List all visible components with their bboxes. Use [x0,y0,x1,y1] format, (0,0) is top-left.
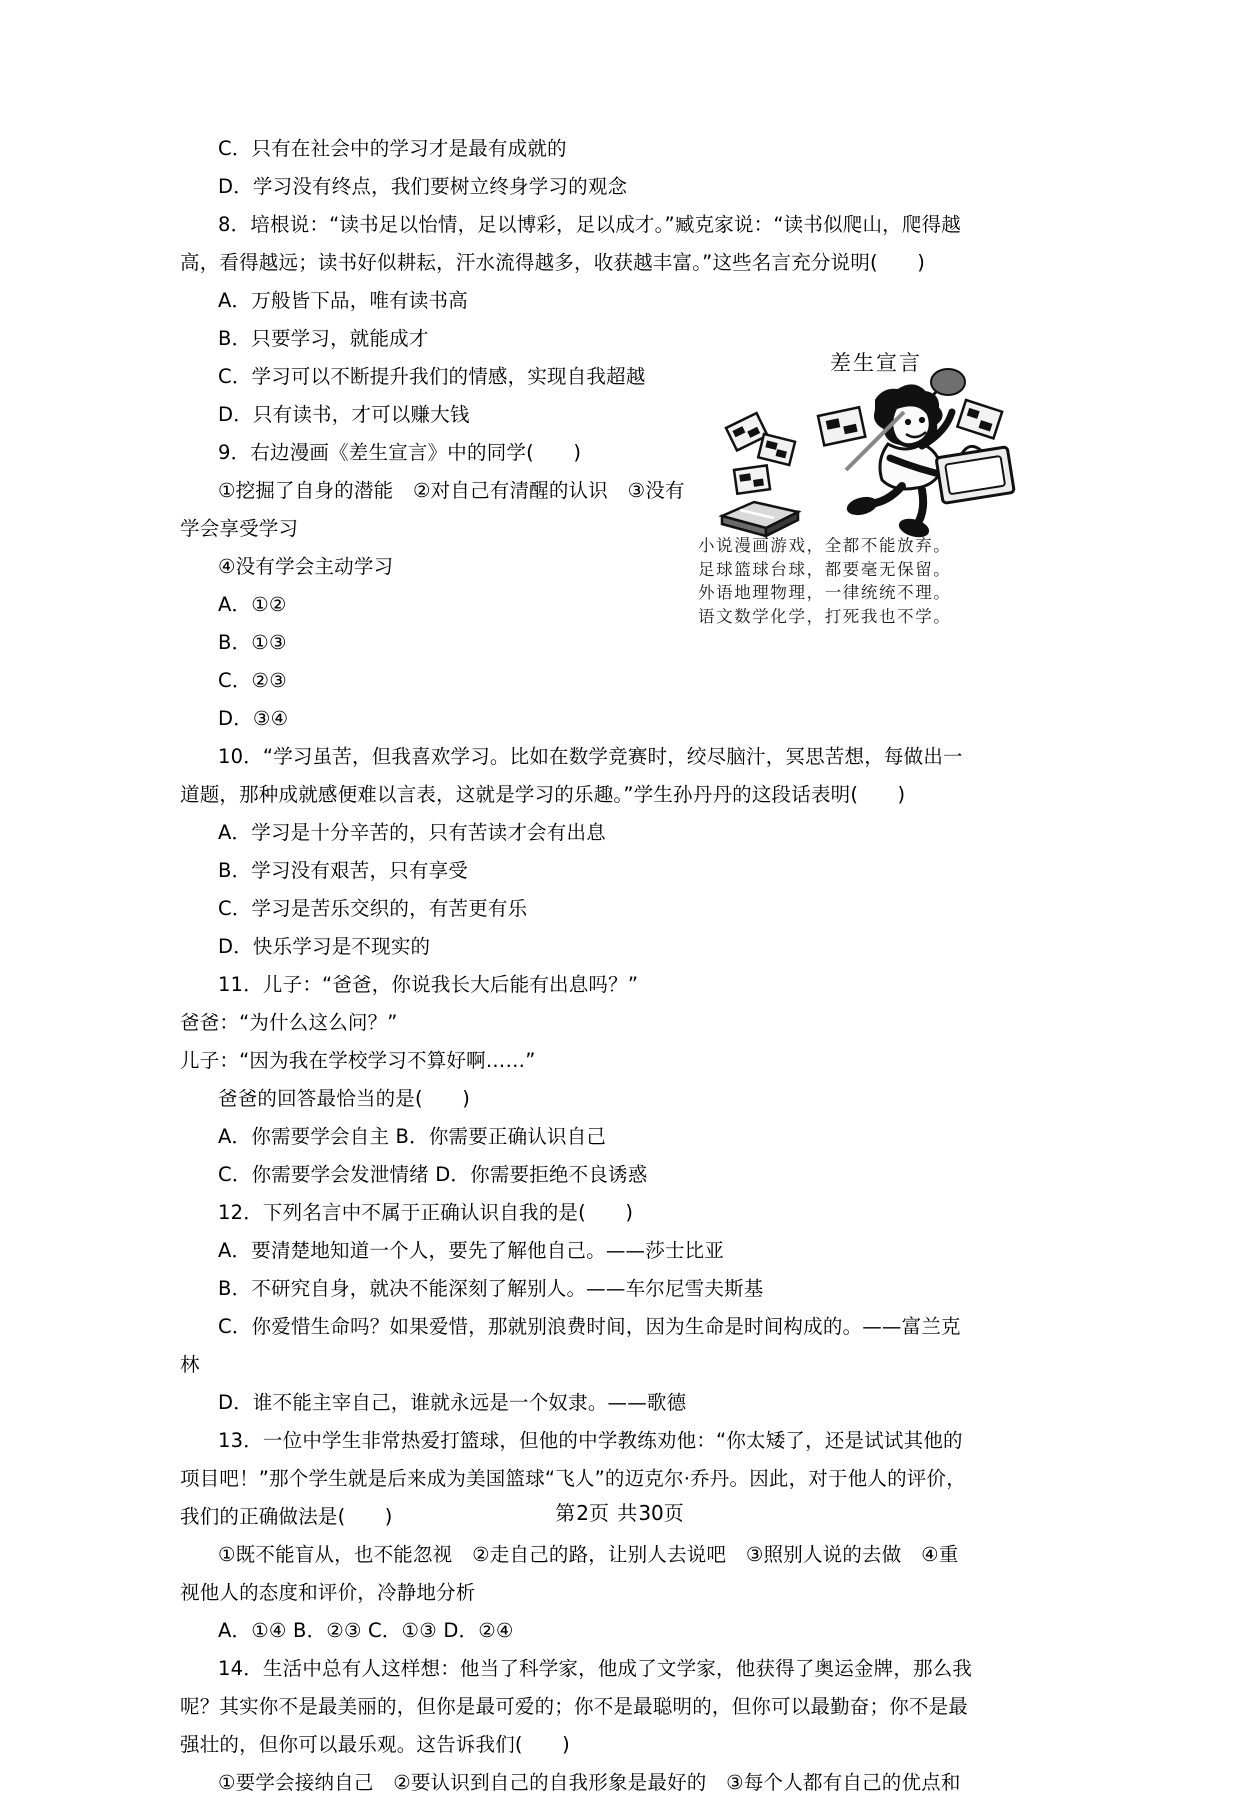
option-line: C．②③ [218,669,287,692]
question-stem: 12．下列名言中不属于正确认识自我的是( ) [218,1201,634,1224]
option-line: C．你需要学会发泄情绪 D．你需要拒绝不良诱惑 [218,1163,648,1186]
cartoon-caption-line: 小说漫画游戏，全都不能放弃。 [698,536,952,555]
option-line: D．只有读书，才可以赚大钱 [218,403,470,426]
option-line: C．学习是苦乐交织的，有苦更有乐 [218,897,528,920]
option-line: C．只有在社会中的学习才是最有成就的 [218,137,567,160]
option-line: A．①④ B．②③ C．①③ D．②④ [218,1619,514,1642]
question-stem: 高，看得越远；读书好似耕耘，汗水流得越多，收获越丰富。”这些名言充分说明( ) [180,251,926,274]
question-stem: 我们的正确做法是( ) [180,1505,393,1528]
question-stem: 儿子：“因为我在学校学习不算好啊……” [180,1049,536,1072]
question-stem: 呢？其实你不是最美丽的，但你是最可爱的；你不是最聪明的，但你可以最勤奋；你不是最 [180,1695,969,1718]
cartoon-illustration [690,380,1042,530]
cartoon-caption-line: 足球篮球台球，都要毫无保留。 [698,559,952,579]
cartoon-caption [690,534,1042,628]
option-line: A．你需要学会自主 B．你需要正确认识自己 [218,1125,607,1148]
question-stem: 11．儿子：“爸爸，你说我长大后能有出息吗？” [218,973,639,996]
option-line: B．只要学习，就能成才 [218,327,429,350]
question-stem: 道题，那种成就感便难以言表，这就是学习的乐趣。”学生孙丹丹的这段话表明( ) [180,783,906,806]
question-stem: 9．右边漫画《差生宣言》中的同学( ) [218,441,582,464]
option-line: C．你爱惜生命吗？如果爱惜，那就别浪费时间，因为生命是时间构成的。——富兰克 [218,1315,961,1338]
statement-line: ①要学会接纳自己 ②要认识到自己的自我形象是最好的 ③每个人都有自己的优点和 [218,1771,961,1794]
footer-total-pages: 30 [638,1501,664,1525]
option-line: B．不研究自身，就决不能深刻了解别人。——车尔尼雪夫斯基 [218,1277,764,1300]
cartoon-caption-line: 语文数学化学，打死我也不学。 [698,606,952,626]
option-line: B．①③ [218,631,287,654]
statement-line: ①挖掘了自身的潜能 ②对自己有清醒的认识 ③没有 [218,479,685,502]
statement-line: ④没有学会主动学习 [218,555,394,578]
question-stem: 项目吧！”那个学生就是后来成为美国篮球“飞人”的迈克尔·乔丹。因此，对于他人的评价， [180,1467,966,1490]
footer-suffix: 页 [663,1501,685,1525]
option-line: D．快乐学习是不现实的 [218,935,431,958]
question-stem: 14．生活中总有人这样想：他当了科学家，他成了文学家，他获得了奥运金牌，那么我 [218,1657,973,1680]
question-stem: 爸爸的回答最恰当的是( ) [218,1087,471,1110]
question-stem: 8．培根说：“读书足以怡情，足以博彩，足以成才。”臧克家说：“读书似爬山，爬得越 [218,213,961,236]
option-line: A．①② [218,593,287,616]
footer-prefix: 第 [555,1501,577,1525]
page-footer [0,1497,1240,1526]
option-line: C．学习可以不断提升我们的情感，实现自我超越 [218,365,646,388]
option-line: D．学习没有终点，我们要树立终身学习的观念 [218,175,628,198]
option-line: 林 [180,1353,200,1376]
option-line: D．谁不能主宰自己，谁就永远是一个奴隶。——歌德 [218,1391,687,1414]
cartoon-figure [690,348,1042,628]
statement-line: ①既不能盲从，也不能忽视 ②走自己的路，让别人去说吧 ③照别人说的去做 ④重 [218,1543,959,1566]
option-line: A．万般皆下品，唯有读书高 [218,289,468,312]
option-line: A．学习是十分辛苦的，只有苦读才会有出息 [218,821,606,844]
question-stem: 强壮的，但你可以最乐观。这告诉我们( ) [180,1733,570,1756]
question-stem: 10．“学习虽苦，但我喜欢学习。比如在数学竞赛时，绞尽脑汁，冥思苦想，每做出一 [218,745,963,768]
footer-page-number: 2 [576,1501,589,1525]
option-line: D．③④ [218,707,289,730]
option-line: B．学习没有艰苦，只有享受 [218,859,468,882]
statement-line: 学会享受学习 [180,517,299,540]
cartoon-title: 差生宣言 [830,351,922,375]
statement-line: 视他人的态度和评价，冷静地分析 [180,1581,476,1604]
question-stem: 13．一位中学生非常热爱打篮球，但他的中学教练劝他：“你太矮了，还是试试其他的 [218,1429,963,1452]
cartoon-caption-line: 外语地理物理，一律统统不理。 [698,583,952,602]
question-stem: 爸爸：“为什么这么问？” [180,1011,398,1034]
option-line: A．要清楚地知道一个人，要先了解他自己。——莎士比亚 [218,1239,725,1262]
footer-middle: 页 共 [588,1501,639,1525]
